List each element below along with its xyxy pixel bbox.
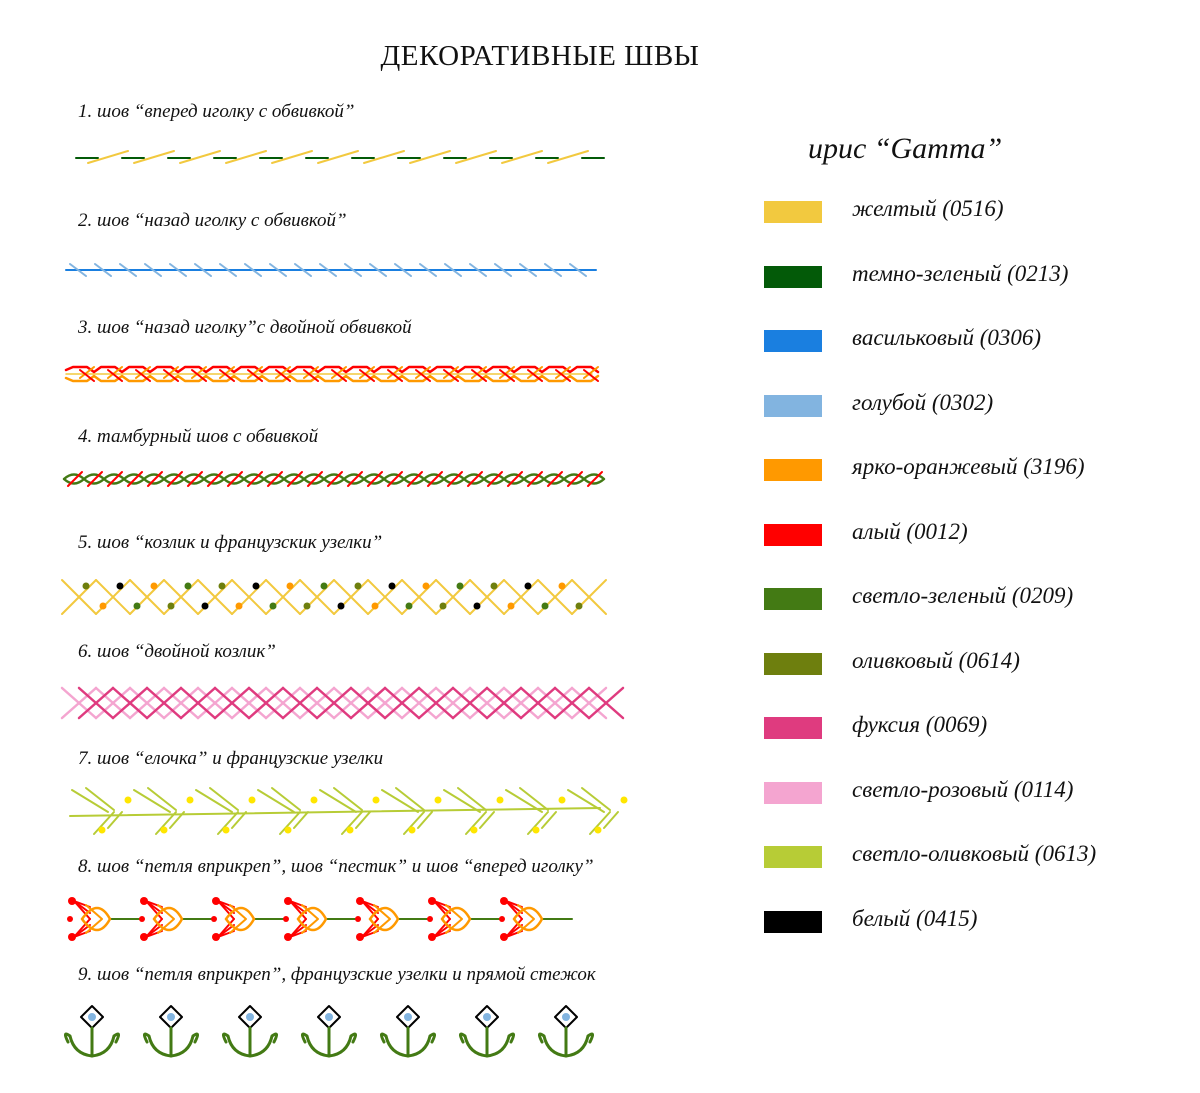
- knot-dot: [500, 897, 508, 905]
- knot-dot: [246, 1013, 254, 1021]
- stitch-path: [250, 1034, 277, 1056]
- legend-swatch: [764, 330, 822, 352]
- stitch-label-9: 9. шов “петля вприкреп”, французские узелки и прямой стежок: [78, 964, 596, 985]
- knot-dot: [321, 583, 328, 590]
- stitch-sample-fishbone-knots: [0, 782, 640, 844]
- stitch-path: [223, 1034, 250, 1056]
- knot-dot: [284, 933, 292, 941]
- knot-dot: [270, 603, 277, 610]
- stitch-path: [604, 812, 618, 828]
- knot-dot: [68, 897, 76, 905]
- legend-label: светло-оливковый (0613): [852, 841, 1097, 866]
- knot-dot: [99, 827, 106, 834]
- knot-dot: [168, 603, 175, 610]
- stitch-path: [480, 812, 494, 828]
- stitch-label-4: 4. тамбурный шов с обвивкой: [78, 426, 319, 447]
- knot-dot: [347, 827, 354, 834]
- knot-dot: [100, 603, 107, 610]
- knot-dot: [562, 1013, 570, 1021]
- stitch-path: [65, 1034, 92, 1056]
- knot-dot: [483, 1013, 491, 1021]
- knot-dot: [355, 583, 362, 590]
- knot-dot: [474, 603, 481, 610]
- legend-label: голубой (0302): [852, 389, 994, 415]
- legend-swatch: [764, 395, 822, 417]
- knot-dot: [140, 933, 148, 941]
- knot-dot: [559, 583, 566, 590]
- legend-label: алый (0012): [852, 518, 968, 544]
- knot-dot: [525, 583, 532, 590]
- legend-label: белый (0415): [852, 905, 978, 931]
- knot-dot: [212, 897, 220, 905]
- knot-dot: [372, 603, 379, 610]
- knot-dot: [595, 827, 602, 834]
- stitch-path: [92, 1034, 119, 1056]
- knot-dot: [508, 603, 515, 610]
- stitch-path: [539, 1034, 566, 1056]
- legend-label: светло-зеленый (0209): [852, 583, 1074, 608]
- stitch-path: [144, 1034, 171, 1056]
- legend-swatch: [764, 524, 822, 546]
- legend-label: желтый (0516): [852, 196, 1004, 221]
- knot-dot: [151, 583, 158, 590]
- knot-dot: [249, 797, 256, 804]
- knot-dot: [117, 583, 124, 590]
- knot-dot: [423, 583, 430, 590]
- stitch-sample-double-herringbone: [0, 684, 640, 724]
- knot-dot: [139, 916, 145, 922]
- knot-dot: [253, 583, 260, 590]
- knot-dot: [304, 603, 311, 610]
- legend-swatch: [764, 653, 822, 675]
- knot-dot: [325, 1013, 333, 1021]
- knot-dot: [406, 603, 413, 610]
- stitch-sample-back-double-whipped: [0, 356, 640, 392]
- knot-dot: [471, 827, 478, 834]
- knot-dot: [223, 827, 230, 834]
- knot-dot: [338, 603, 345, 610]
- stitch-sample-lazy-daisy-pistil: [0, 893, 640, 949]
- stitch-label-8: 8. шов “петля вприкреп”, шов “пестик” и шов “вперед иголку”: [78, 856, 594, 877]
- stitch-path: [408, 1034, 435, 1056]
- legend-label: темно-зеленый (0213): [852, 260, 1069, 286]
- stitch-label-3: 3. шов “назад иголку”с двойной обвивкой: [78, 317, 412, 338]
- knot-dot: [83, 583, 90, 590]
- stitch-sample-back-whipped: [0, 252, 640, 288]
- knot-dot: [428, 933, 436, 941]
- knot-dot: [373, 797, 380, 804]
- stitch-path: [294, 812, 308, 828]
- knot-dot: [140, 897, 148, 905]
- stitch-path: [566, 1034, 593, 1056]
- legend-label: фуксия (0069): [852, 712, 988, 737]
- knot-dot: [404, 1013, 412, 1021]
- knot-dot: [285, 827, 292, 834]
- knot-dot: [356, 897, 364, 905]
- legend-swatch: [764, 266, 822, 288]
- legend-label: васильковый (0306): [852, 325, 1042, 350]
- knot-dot: [533, 827, 540, 834]
- knot-dot: [542, 603, 549, 610]
- knot-dot: [356, 933, 364, 941]
- stitch-sample-running-whipped: [0, 140, 640, 176]
- knot-dot: [427, 916, 433, 922]
- knot-dot: [435, 797, 442, 804]
- knot-dot: [187, 797, 194, 804]
- knot-dot: [457, 583, 464, 590]
- knot-dot: [621, 797, 628, 804]
- knot-dot: [161, 827, 168, 834]
- knot-dot: [67, 916, 73, 922]
- knot-dot: [211, 916, 217, 922]
- knot-dot: [283, 916, 289, 922]
- stitch-path: [460, 1034, 487, 1056]
- stitch-label-1: 1. шов “вперед иголку с обвивкой”: [78, 101, 355, 122]
- knot-dot: [389, 583, 396, 590]
- knot-dot: [497, 797, 504, 804]
- legend-label: светло-розовый (0114): [852, 776, 1074, 802]
- knot-dot: [134, 603, 141, 610]
- stitch-path: [542, 812, 556, 828]
- stitch-path: [171, 1034, 198, 1056]
- knot-dot: [185, 583, 192, 590]
- knot-dot: [355, 916, 361, 922]
- stitch-sample-flower-motif: [0, 1000, 640, 1064]
- legend-swatch: [764, 459, 822, 481]
- knot-dot: [576, 603, 583, 610]
- page-title: ДЕКОРАТИВНЫЕ ШВЫ: [380, 40, 700, 72]
- knot-dot: [236, 603, 243, 610]
- legend-label: ярко-оранжевый (3196): [852, 454, 1085, 479]
- stitch-line: [70, 808, 600, 816]
- knot-dot: [284, 897, 292, 905]
- stitch-path: [329, 1034, 356, 1056]
- stitch-label-2: 2. шов “назад иголку с обвивкой”: [78, 210, 347, 231]
- legend-swatch: [764, 717, 822, 739]
- stitch-label-6: 6. шов “двойной козлик”: [78, 641, 276, 662]
- legend-swatch: [764, 782, 822, 804]
- stitch-path: [418, 812, 432, 828]
- knot-dot: [409, 827, 416, 834]
- knot-dot: [491, 583, 498, 590]
- stitch-path: [381, 1034, 408, 1056]
- knot-dot: [212, 933, 220, 941]
- stitch-label-7: 7. шов “елочка” и французские узелки: [78, 748, 384, 769]
- knot-dot: [125, 797, 132, 804]
- knot-dot: [440, 603, 447, 610]
- knot-dot: [500, 933, 508, 941]
- knot-dot: [287, 583, 294, 590]
- stitch-path: [487, 1034, 514, 1056]
- stitch-label-5: 5. шов “козлик и французскик узелки”: [78, 532, 383, 553]
- legend-swatch: [764, 846, 822, 868]
- knot-dot: [219, 583, 226, 590]
- legend-swatch: [764, 201, 822, 223]
- knot-dot: [559, 797, 566, 804]
- knot-dot: [499, 916, 505, 922]
- legend-swatch: [764, 911, 822, 933]
- legend-swatch: [764, 588, 822, 610]
- knot-dot: [311, 797, 318, 804]
- stitch-path: [356, 812, 370, 828]
- knot-dot: [88, 1013, 96, 1021]
- stitch-sample-chain-whipped: [0, 462, 640, 498]
- knot-dot: [202, 603, 209, 610]
- legend-title: ирис “Gamma”: [808, 132, 1003, 165]
- legend-label: оливковый (0614): [852, 647, 1020, 673]
- stitch-path: [302, 1034, 329, 1056]
- knot-dot: [68, 933, 76, 941]
- stitch-sample-herringbone-knots: [0, 572, 640, 622]
- knot-dot: [167, 1013, 175, 1021]
- knot-dot: [428, 897, 436, 905]
